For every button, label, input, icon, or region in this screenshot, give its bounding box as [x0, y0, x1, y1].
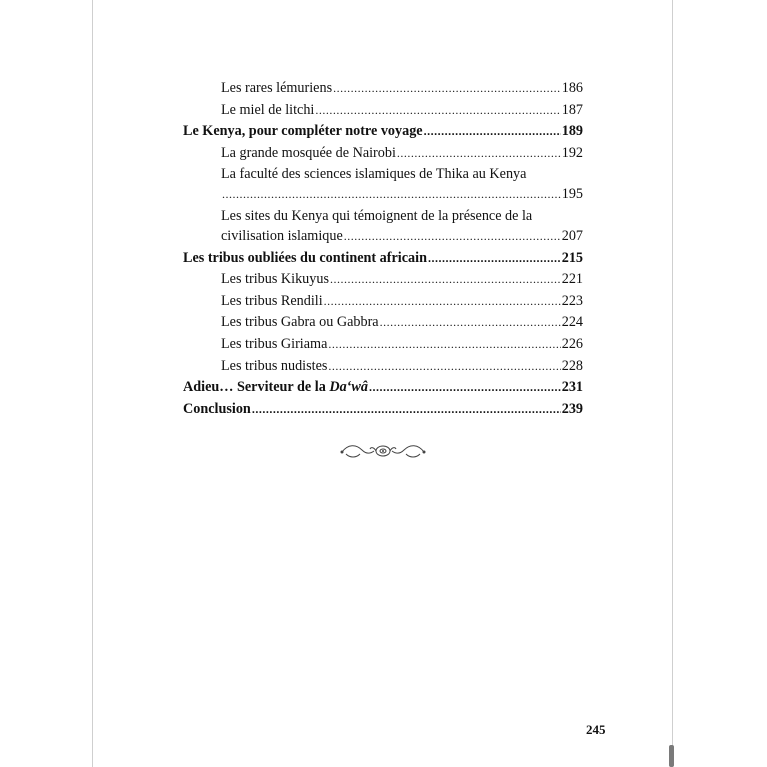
toc-chapter-title: Le Kenya, pour compléter notre voyage [183, 123, 423, 140]
toc-chapter-title-prefix: Adieu… Serviteur de la [183, 379, 330, 396]
toc-entry[interactable] [183, 334, 583, 356]
toc-entry-page: 228 [561, 357, 583, 374]
scrollbar-thumb[interactable] [669, 745, 674, 767]
dot-leader [252, 399, 561, 421]
dot-leader [328, 356, 560, 378]
dot-leader [397, 143, 561, 165]
toc-entry[interactable] [183, 143, 583, 165]
toc-entry-page: 207 [561, 227, 583, 244]
floral-ornament-icon [338, 440, 428, 462]
toc-chapter-title [183, 377, 368, 399]
toc-entry[interactable] [183, 291, 583, 313]
toc-entry-title: Le miel de litchi [221, 101, 315, 118]
toc-entry-title: Les tribus Rendili [221, 292, 323, 309]
toc-entry-title: Les rares lémuriens [221, 80, 333, 96]
toc-entry-page: 221 [561, 271, 583, 288]
toc-entry-page: 192 [561, 144, 583, 161]
toc-entry-title: Les tribus nudistes [221, 357, 328, 374]
table-of-contents [183, 78, 583, 420]
dot-leader [344, 226, 561, 248]
toc-entry-leader-row [221, 226, 583, 248]
toc-entry[interactable] [183, 269, 583, 291]
dot-leader [315, 100, 560, 122]
toc-chapter-title: Conclusion [183, 400, 251, 417]
toc-chapter[interactable] [183, 248, 583, 270]
dot-leader [380, 312, 561, 334]
toc-chapter-page: 231 [561, 379, 583, 396]
toc-entry-title: Les tribus Kikuyus [221, 271, 329, 288]
toc-entry[interactable] [183, 78, 583, 100]
dot-leader [428, 248, 561, 270]
toc-entry-title: La grande mosquée de Nairobi [221, 144, 396, 161]
dot-leader [324, 291, 561, 313]
toc-entry-page: 186 [561, 80, 583, 96]
toc-entry-title: La faculté des sciences islamiques de Thika au Kenya [221, 166, 527, 183]
toc-chapter-page: 215 [561, 249, 583, 266]
toc-entry-leader-row [221, 184, 583, 206]
dot-leader [369, 377, 561, 399]
toc-entry-page: 226 [561, 335, 583, 352]
dot-leader [328, 334, 560, 356]
page-left-edge [92, 0, 93, 767]
toc-entry-title-line1: Les sites du Kenya qui témoignent de la présence de la [221, 207, 533, 224]
toc-entry-title: Les tribus Giriama [221, 335, 328, 352]
toc-entry-page: 187 [561, 101, 583, 118]
toc-chapter-page: 189 [561, 123, 583, 140]
toc-entry-multiline[interactable] [183, 207, 583, 248]
toc-entry-multiline[interactable] [183, 165, 583, 206]
toc-entry-page: 223 [561, 292, 583, 309]
toc-chapter[interactable] [183, 399, 583, 421]
toc-entry[interactable] [183, 356, 583, 378]
dot-leader [333, 78, 561, 100]
page-right-edge [672, 0, 673, 767]
toc-entry-page: 195 [561, 186, 583, 203]
toc-entry-title-line2: civilisation islamique [221, 227, 343, 244]
dot-leader [424, 121, 561, 143]
toc-entry-page: 224 [561, 314, 583, 331]
toc-entry[interactable] [183, 100, 583, 122]
toc-entry[interactable] [183, 312, 583, 334]
toc-chapter[interactable] [183, 377, 583, 399]
dot-leader [330, 269, 561, 291]
toc-entry-title: Les tribus Gabra ou Gabbra [221, 314, 379, 331]
dot-leader [222, 184, 561, 206]
toc-chapter-title: Les tribus oubliées du continent africain [183, 249, 427, 266]
toc-chapter-page: 239 [561, 400, 583, 417]
toc-chapter[interactable] [183, 121, 583, 143]
page-number: 245 [586, 722, 606, 737]
toc-chapter-title-italic: Da‘wâ [329, 379, 368, 396]
